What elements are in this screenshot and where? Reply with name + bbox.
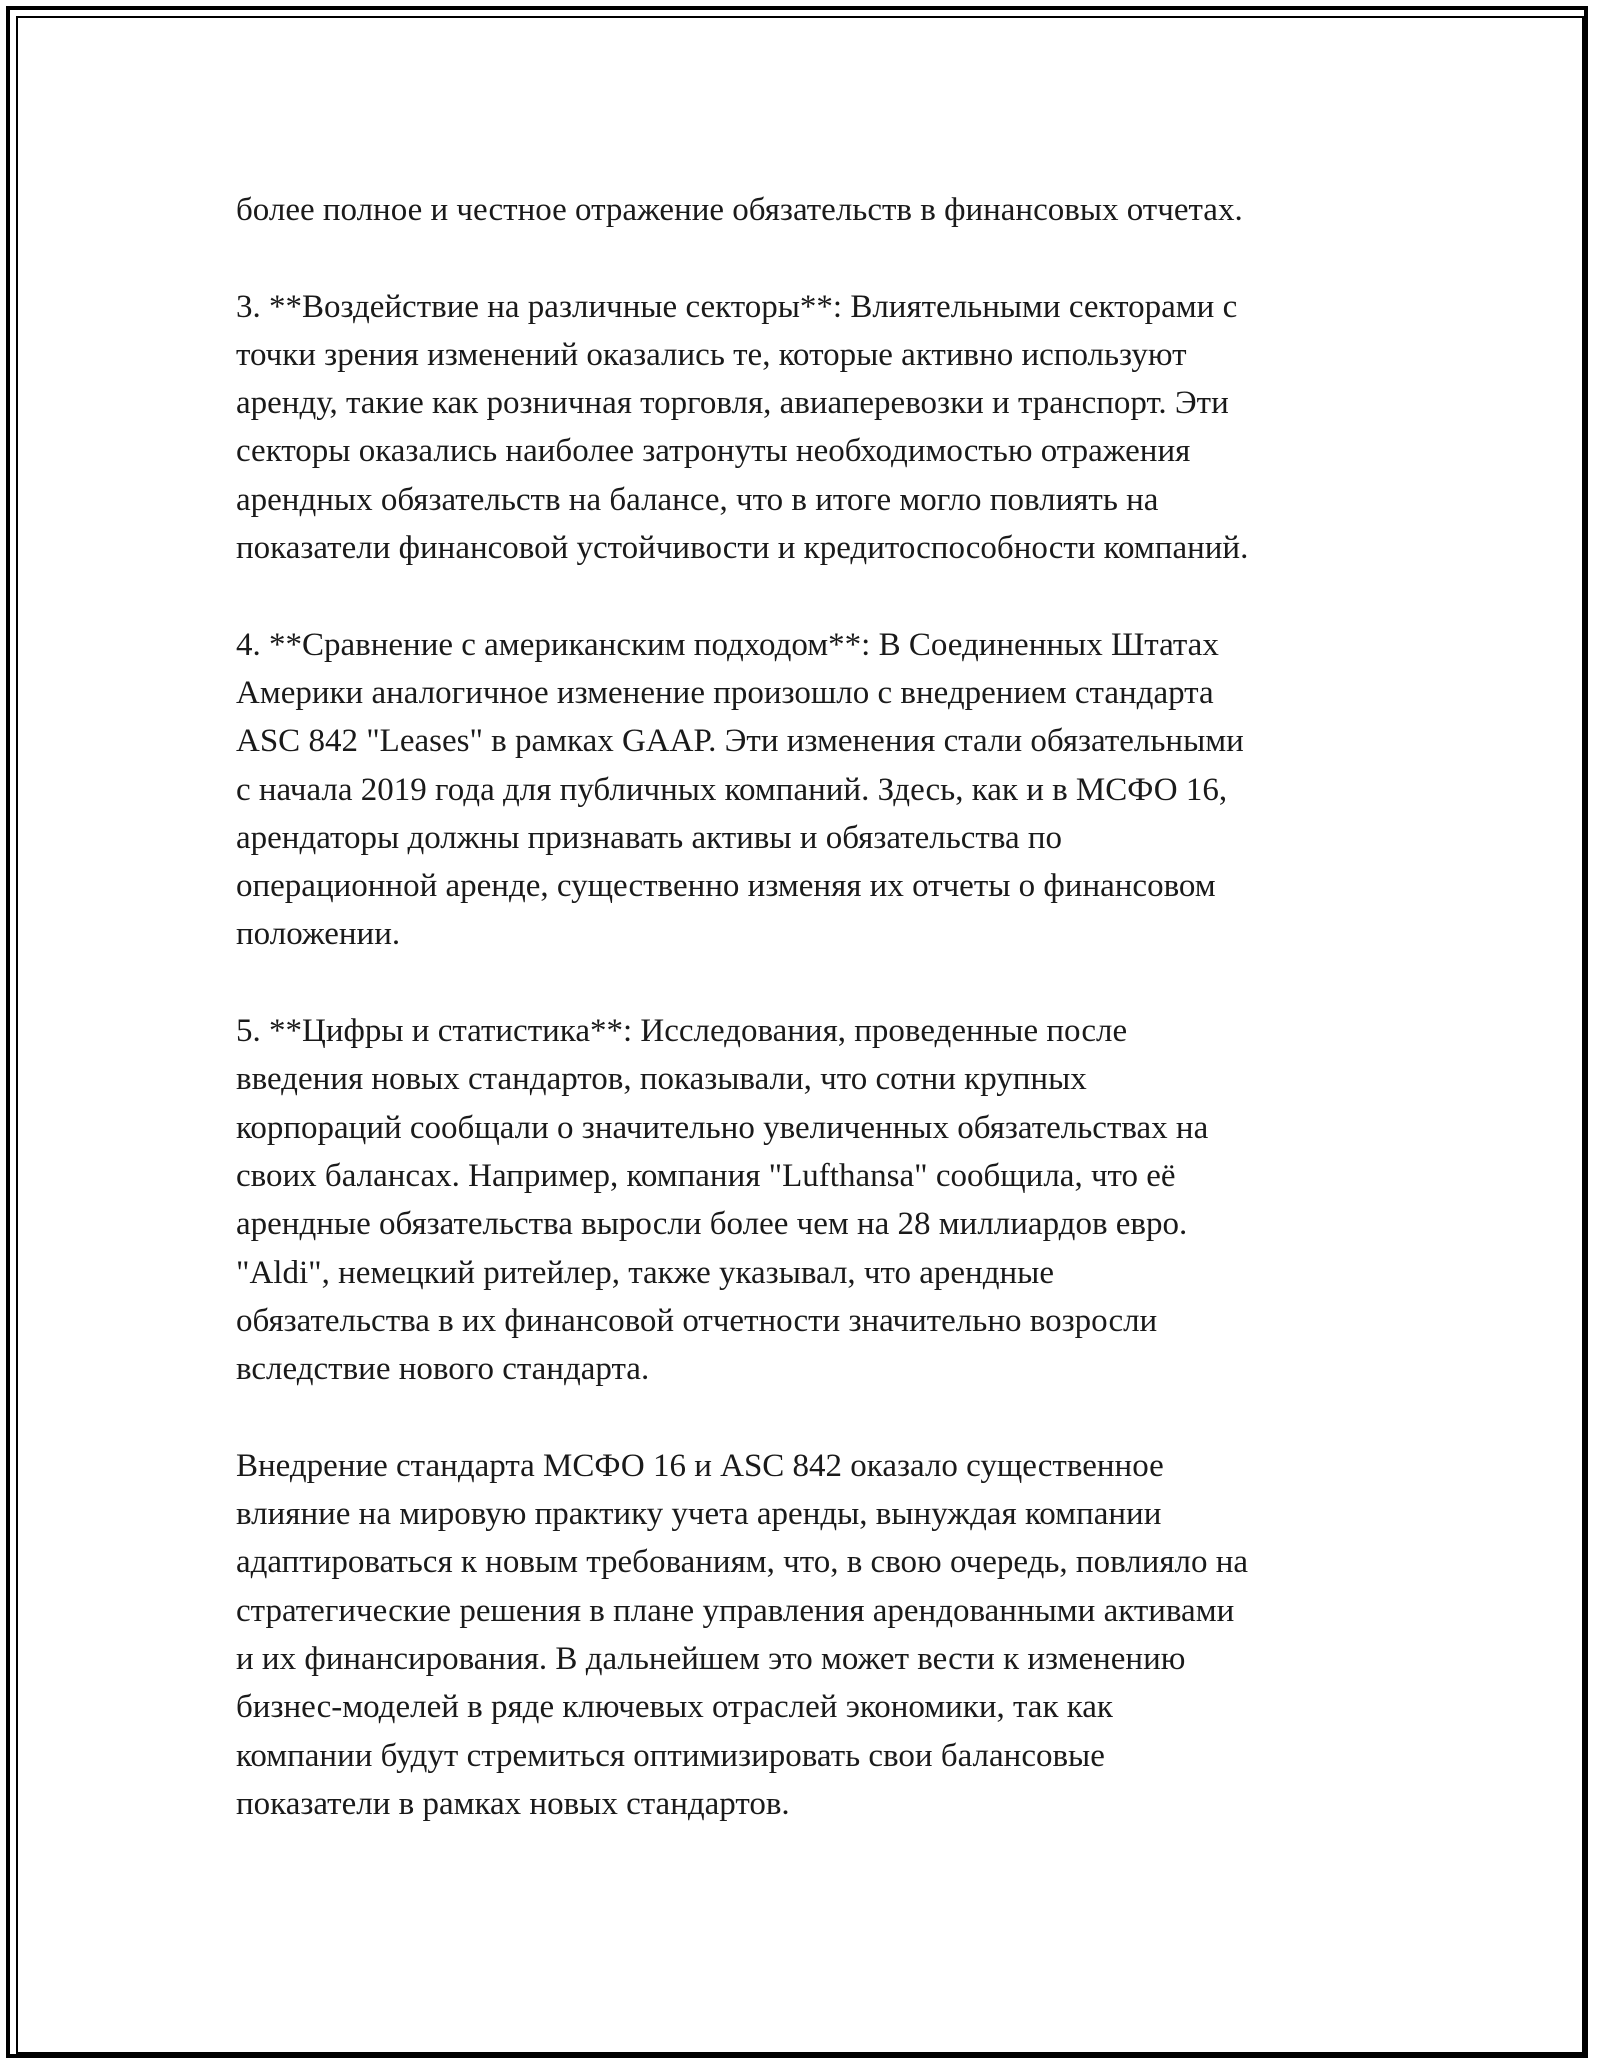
- paragraph-us-comparison: 4. **Сравнение с американским подходом**: В Соединенных Штатах Америки аналогичное изменение произошло с внедрением стандарта ASC 842 "Leases" в рамках GAAP. Эти изменения стали обязательными с начала 2019 года для публичных компаний. Здесь, как и в МСФО 16, арендаторы должны признавать активы и обязательства по операционной аренде, существенно изменяя их отчеты о финансовом положении.: [236, 626, 1244, 953]
- paragraph-continuation: более полное и честное отражение обязательств в финансовых отчетах.: [236, 192, 1243, 228]
- paragraph-statistics: 5. **Цифры и статистика**: Исследования, проведенные после введения новых стандартов, показывали, что сотни крупных корпораций сообщали о значительно увеличенных обязательствах на своих балансах. Например, компания "Lufthansa" сообщила, что её арендные обязательства выросли более чем на 28 миллиардов евро. "Aldi", немецкий ритейлер, также указывал, что арендные обязательства в их финансовой отчетности значительно возросли вследствие нового стандарта.: [236, 1013, 1209, 1388]
- paragraph-conclusion: Внедрение стандарта МСФО 16 и ASC 842 оказало существенное влияние на мировую практику учета аренды, вынуждая компании адаптироваться к новым требованиям, что, в свою очередь, повлияло на стратегические решения в плане управления арендованными активами и их финансирования. В дальнейшем это может вести к изменению бизнес-моделей в ряде ключевых отраслей экономики, так как компании будут стремиться оптимизировать свои балансовые показатели в рамках новых стандартов.: [236, 1447, 1249, 1822]
- document-body: [236, 186, 1376, 1876]
- paragraph-sectors-impact: 3. **Воздействие на различные секторы**: Влиятельными секторами с точки зрения изменений оказались те, которые активно используют аренду, такие как розничная торговля, авиаперевозки и транспорт. Эти секторы оказались наиболее затронуты необходимостью отражения арендных обязательств на балансе, что в итоге могло повлиять на показатели финансовой устойчивости и кредитоспособности компаний.: [236, 288, 1249, 567]
